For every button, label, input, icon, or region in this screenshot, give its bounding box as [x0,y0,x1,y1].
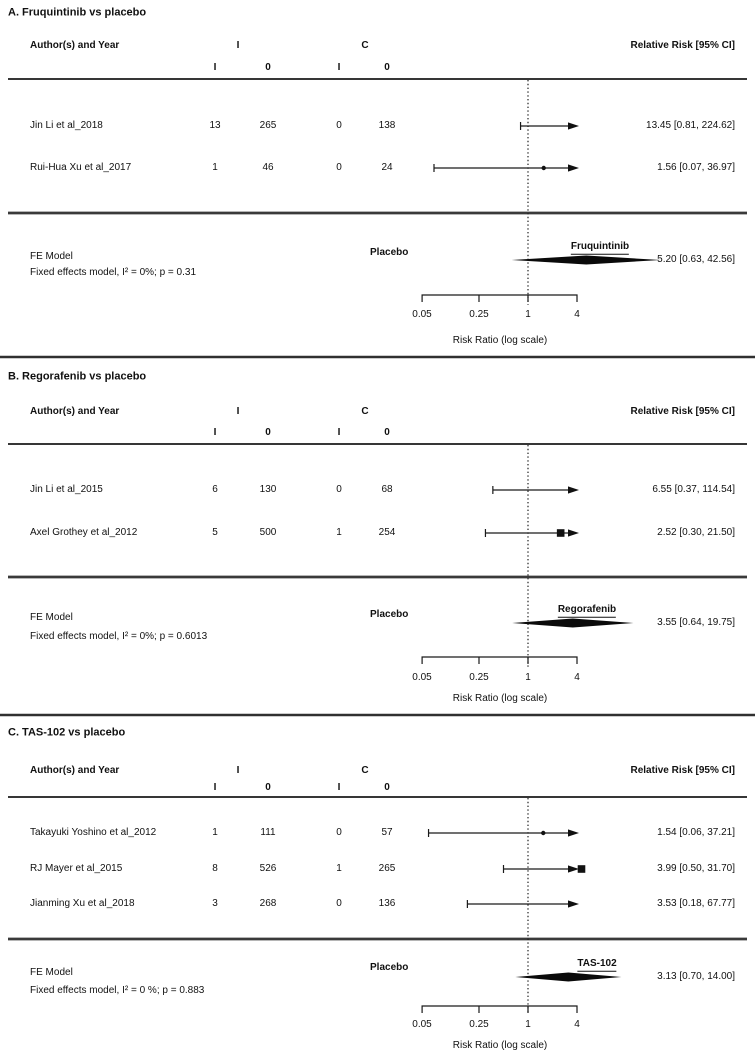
column-header-author: Author(s) and Year [30,406,120,417]
treatment-group-label: TAS-102 [577,959,616,972]
c-noevents-value: 57 [381,827,393,838]
c-events-value: 0 [336,484,342,495]
column-subheader: 0 [265,782,271,793]
rr-value: 3.99 [0.50, 31.70] [657,863,735,874]
column-subheader: I [337,782,341,793]
i-events-value: 5 [212,527,218,538]
study-name: Jin Li et al_2018 [30,120,103,131]
study-name: RJ Mayer et al_2015 [30,863,123,874]
column-subheader: 0 [265,427,271,438]
c-events-value: 0 [336,898,342,909]
summary-rr-value: 3.55 [0.64, 19.75] [657,617,735,628]
c-events-value: 0 [336,827,342,838]
fe-model-label: FE Model [30,967,73,978]
rr-value: 6.55 [0.37, 114.54] [652,484,735,495]
c-noevents-value: 24 [381,162,393,173]
axis-tick-label: 4 [574,309,580,320]
axis-tick-label: 0.25 [469,1019,489,1030]
summary-rr-value: 3.13 [0.70, 14.00] [657,971,735,982]
column-header-relative-risk: Relative Risk [95% CI] [630,40,735,51]
rr-value: 1.54 [0.06, 37.21] [657,827,735,838]
i-events-value: 3 [212,898,218,909]
study-name: Jin Li et al_2015 [30,484,103,495]
axis-title: Risk Ratio (log scale) [452,693,548,704]
axis-title: Risk Ratio (log scale) [452,1040,548,1051]
c-events-value: 1 [336,527,342,538]
i-events-value: 6 [212,484,218,495]
column-subheader: 0 [384,782,390,793]
fe-model-detail: Fixed effects model, I² = 0 %; p = 0.883 [30,985,205,996]
column-subheader: 0 [384,62,390,73]
i-events-value: 8 [212,863,218,874]
i-events-value: 1 [212,827,218,838]
column-subheader: I [213,427,217,438]
i-noevents-value: 46 [262,162,274,173]
control-group-label: Placebo [370,247,409,258]
axis-tick-label: 0.25 [469,672,489,683]
summary-rr-value: 5.20 [0.63, 42.56] [657,254,735,265]
i-noevents-value: 526 [259,863,277,874]
i-events-value: 1 [212,162,218,173]
column-header-control: C [361,406,369,417]
i-noevents-value: 268 [259,898,277,909]
column-header-control: C [361,40,369,51]
axis-tick-label: 1 [525,1019,531,1030]
axis-tick-label: 1 [525,672,531,683]
fe-model-detail: Fixed effects model, I² = 0%; p = 0.6013 [30,631,208,642]
column-header-control: C [361,765,369,776]
panel-title: A. Fruquintinib vs placebo [8,6,147,19]
rr-value: 2.52 [0.30, 21.50] [657,527,735,538]
c-events-value: 1 [336,863,342,874]
panel-title: C. TAS-102 vs placebo [8,726,126,739]
column-header-intervention: I [236,40,240,51]
column-header-intervention: I [236,406,240,417]
rr-value: 13.45 [0.81, 224.62] [646,120,735,131]
i-events-value: 13 [209,120,221,131]
study-name: Axel Grothey et al_2012 [30,527,138,538]
column-subheader: 0 [384,427,390,438]
column-subheader: 0 [265,62,271,73]
c-noevents-value: 138 [378,120,396,131]
column-header-author: Author(s) and Year [30,765,120,776]
column-subheader: I [213,62,217,73]
axis-title: Risk Ratio (log scale) [452,335,548,346]
c-noevents-value: 254 [378,527,396,538]
axis-tick-label: 4 [574,1019,580,1030]
study-name: Rui-Hua Xu et al_2017 [30,162,132,173]
control-group-label: Placebo [370,609,409,620]
column-header-relative-risk: Relative Risk [95% CI] [630,406,735,417]
c-noevents-value: 136 [378,898,396,909]
axis-tick-label: 0.05 [412,1019,432,1030]
column-header-author: Author(s) and Year [30,40,120,51]
rr-value: 3.53 [0.18, 67.77] [657,898,735,909]
c-events-value: 0 [336,162,342,173]
fe-model-label: FE Model [30,251,73,262]
study-name: Takayuki Yoshino et al_2012 [30,827,157,838]
axis-tick-label: 4 [574,672,580,683]
i-noevents-value: 500 [259,527,277,538]
column-subheader: I [337,62,341,73]
rr-value: 1.56 [0.07, 36.97] [657,162,735,173]
axis-tick-label: 0.05 [412,672,432,683]
axis-tick-label: 1 [525,309,531,320]
c-noevents-value: 265 [378,863,396,874]
treatment-group-label: Fruquintinib [571,242,629,255]
i-noevents-value: 111 [260,827,276,838]
axis-tick-label: 0.05 [412,309,432,320]
fe-model-label: FE Model [30,612,73,623]
column-header-relative-risk: Relative Risk [95% CI] [630,765,735,776]
panel-title: B. Regorafenib vs placebo [8,370,147,383]
treatment-group-label: Regorafenib [558,605,616,618]
study-name: Jianming Xu et al_2018 [30,898,135,909]
column-subheader: I [337,427,341,438]
column-subheader: I [213,782,217,793]
axis-tick-label: 0.25 [469,309,489,320]
column-header-intervention: I [236,765,240,776]
i-noevents-value: 265 [259,120,277,131]
c-noevents-value: 68 [381,484,393,495]
fe-model-detail: Fixed effects model, I² = 0%; p = 0.31 [30,267,197,278]
control-group-label: Placebo [370,962,409,973]
c-events-value: 0 [336,120,342,131]
i-noevents-value: 130 [259,484,277,495]
